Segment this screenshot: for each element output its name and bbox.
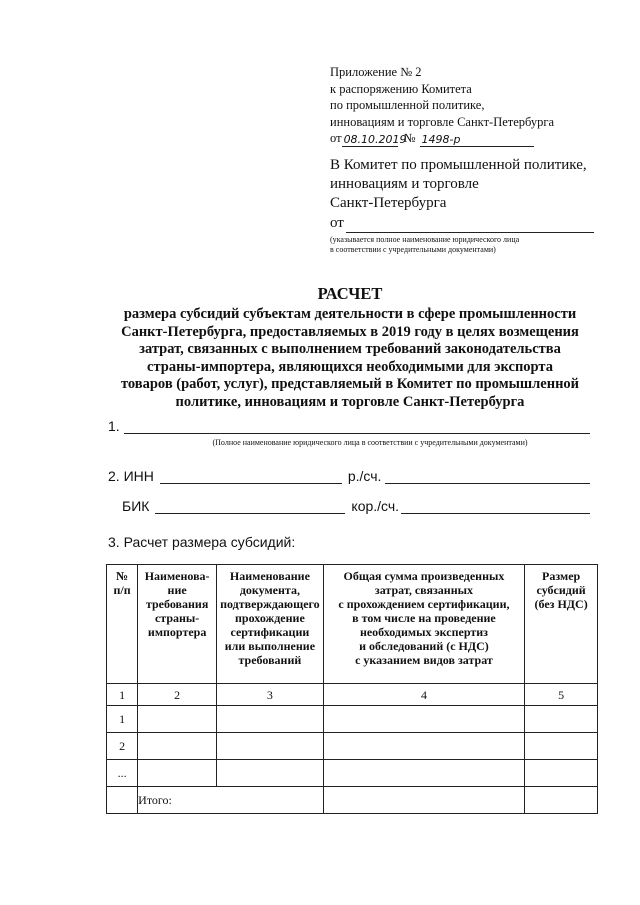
sender-fill-line[interactable] [346, 218, 594, 233]
sender-field [330, 214, 594, 233]
header-requirement [138, 565, 217, 684]
column-number: 2 [138, 684, 217, 706]
table-row [107, 760, 598, 787]
subsidy-table [106, 564, 598, 814]
row-number: 1 [107, 706, 138, 733]
company-name-caption: (Полное наименование юридического лица в соответствии с учредительными документами) [212, 438, 528, 447]
table-cell[interactable] [323, 787, 525, 814]
header-text: необходимых экспертиз [359, 625, 488, 639]
title-line: размера субсидий субъектам деятельности в сфере промышленности [123, 306, 577, 322]
total-label: Итого: [138, 787, 324, 814]
header-text: Наименова- [144, 569, 210, 583]
appendix-line: к распоряжению Комитета [330, 81, 472, 96]
order-from-label: от [330, 131, 342, 145]
header-text: или выполнение [224, 639, 316, 653]
header-text: с указанием видов затрат [355, 653, 493, 667]
sender-note-line: в соответствии с учредительными документами) [330, 245, 496, 254]
corr-account-label: кор./сч. [351, 498, 400, 514]
header-text: документа, [239, 583, 300, 597]
table-cell[interactable] [323, 706, 525, 733]
header-text: с прохождением сертификации, [338, 597, 510, 611]
header-text: страны- [154, 611, 200, 625]
header-text: п/п [113, 583, 131, 597]
row-number: 2 [107, 733, 138, 760]
appendix-line: инновациям и торговле Санкт-Петербурга [330, 114, 555, 129]
table-cell [107, 787, 138, 814]
table-cell[interactable] [525, 706, 598, 733]
account-line[interactable] [385, 469, 590, 484]
header-text: требований [238, 653, 302, 667]
bik-line[interactable] [155, 499, 345, 514]
header-number [107, 565, 138, 684]
row-number: ... [107, 760, 138, 787]
table-cell[interactable] [217, 760, 324, 787]
table-row [107, 733, 598, 760]
table-cell[interactable] [138, 706, 217, 733]
order-reference [330, 130, 554, 147]
table-cell[interactable] [525, 760, 598, 787]
header-text: Общая сумма произведенных [343, 569, 505, 583]
item1-label: 1. [108, 418, 120, 434]
order-date: 08.10.2019 [343, 132, 407, 146]
order-number: 1498-р [420, 133, 534, 147]
table-cell[interactable] [323, 760, 525, 787]
column-number-row [107, 684, 598, 706]
document-title [60, 284, 640, 412]
title-line: Санкт-Петербурга, предоставляемых в 2019 году в целях возмещения [121, 323, 579, 340]
column-number: 3 [217, 684, 324, 706]
account-label: р./сч. [347, 468, 382, 484]
header-costs [323, 565, 525, 684]
table-cell[interactable] [138, 733, 217, 760]
header-text: субсидий [536, 583, 586, 597]
appendix-line: по промышленной политике, [330, 98, 485, 112]
recipient-line: В Комитет по промышленной политике, [330, 157, 587, 173]
table-cell[interactable] [138, 760, 217, 787]
bik-corr-row [122, 498, 590, 514]
bik-label: БИК [122, 498, 150, 514]
header-text: Наименование [229, 569, 310, 583]
table-cell[interactable] [217, 706, 324, 733]
table-cell[interactable] [525, 733, 598, 760]
total-row [107, 787, 598, 814]
header-document [217, 565, 324, 684]
header-text: подтверждающего [220, 597, 320, 611]
table-row [107, 706, 598, 733]
inn-label: 2. ИНН [108, 468, 154, 484]
corr-account-line[interactable] [401, 499, 590, 514]
header-text: № [116, 569, 129, 583]
title-line: страны-импортера, являющихся необходимыми для экспорта [147, 358, 553, 375]
sender-from-label: от [330, 215, 344, 231]
header-text: импортера [147, 625, 207, 639]
table-cell[interactable] [525, 787, 598, 814]
title-heading: РАСЧЕТ [317, 284, 383, 303]
inn-account-row [108, 468, 590, 484]
column-number: 1 [107, 684, 138, 706]
header-text: прохождение [234, 611, 305, 625]
appendix-line: Приложение № 2 [330, 65, 422, 79]
table-cell[interactable] [217, 733, 324, 760]
sender-note [330, 235, 594, 255]
header-text: сертификации [230, 625, 310, 639]
header-text: в том числе на проведение [352, 611, 496, 625]
table-cell[interactable] [323, 733, 525, 760]
header-text: и обследований (с НДС) [359, 639, 489, 653]
company-name-line[interactable] [124, 419, 590, 434]
sender-note-line: (указывается полное наименование юридического лица [330, 235, 520, 244]
header-text: требования [145, 597, 209, 611]
title-line: товаров (работ, услуг), представляемый в Комитет по промышленной [120, 376, 580, 393]
appendix-header [330, 64, 554, 147]
header-text: (без НДС) [534, 597, 588, 611]
inn-line[interactable] [160, 469, 342, 484]
title-line: политике, инновациям и торговле Санкт-Петербурга [175, 393, 525, 410]
column-number: 5 [525, 684, 598, 706]
table-header-row [107, 565, 598, 684]
order-number-label: № [403, 131, 416, 145]
title-line: затрат, связанных с выполнением требований законодательства [139, 341, 561, 358]
header-subsidy [525, 565, 598, 684]
recipient-block [330, 156, 594, 255]
recipient-line: Санкт-Петербурга [330, 195, 447, 211]
header-text: Размер [542, 569, 581, 583]
recipient-line: инновациям и торговле [330, 176, 479, 192]
calculation-heading: 3. Расчет размера субсидий: [108, 534, 296, 550]
header-text: затрат, связанных [374, 583, 473, 597]
column-number: 4 [323, 684, 525, 706]
header-text: ние [167, 583, 187, 597]
company-name-field [108, 418, 590, 434]
